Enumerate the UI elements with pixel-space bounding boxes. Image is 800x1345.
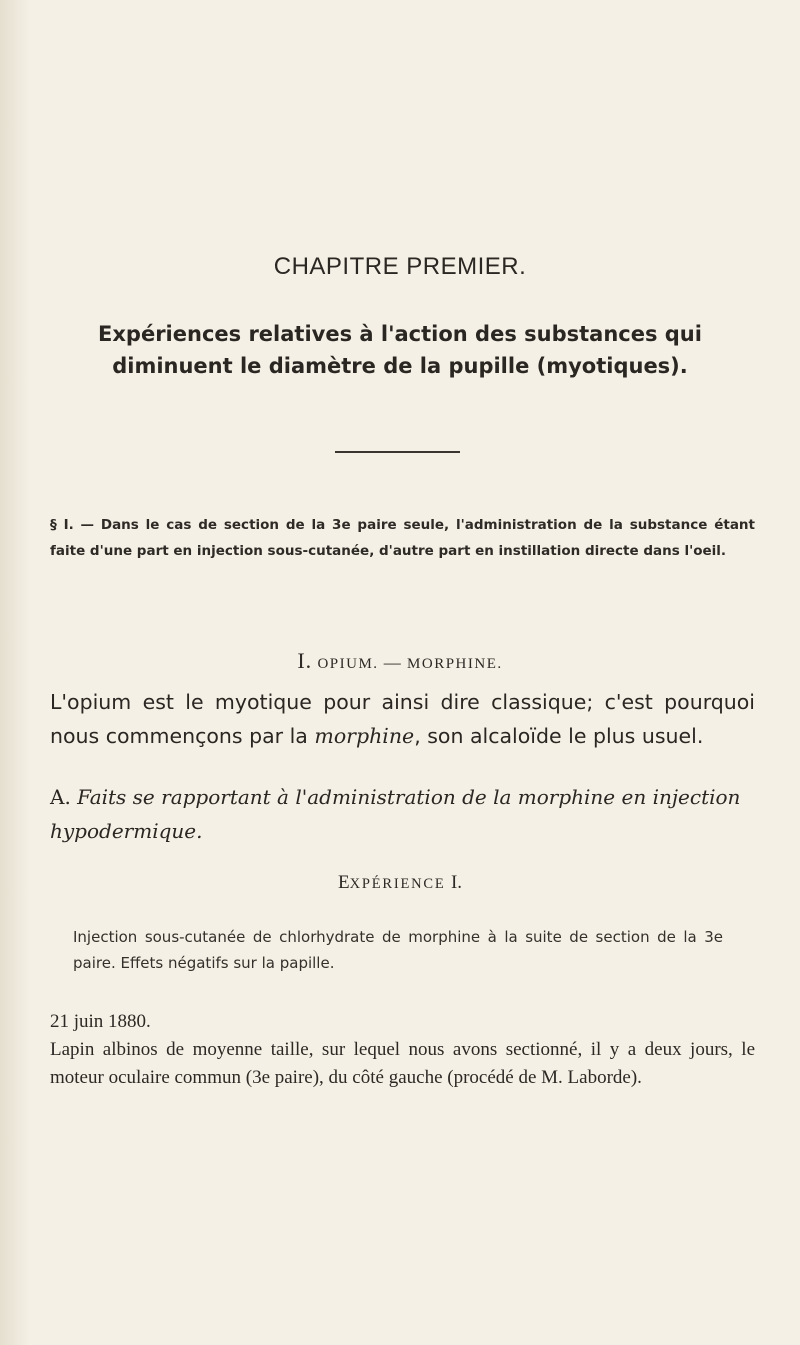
subsection-a-heading bbox=[50, 780, 755, 848]
subsection-a-text: Faits se rapportant à l'administration de la morphine en injection hypodermique. bbox=[50, 785, 741, 843]
section-heading: § I. — Dans le cas de section de la 3e paire seule, l'administration de la substance étant faite d'une part en injection sous-cutanée, d'autre part en instillation directe dans l'oeil. bbox=[50, 517, 755, 559]
experience-first-letter: E bbox=[337, 872, 350, 893]
chapter-heading: CHAPITRE PREMIER. bbox=[273, 253, 527, 280]
paragraph-opium-italic: morphine bbox=[314, 724, 415, 748]
experiment-date: 21 juin 1880. bbox=[50, 1011, 151, 1032]
separator-rule bbox=[335, 451, 460, 453]
chapter-title-line-2: diminuent le diamètre de la pupille (myotiques). bbox=[112, 354, 688, 378]
subheading-opium: OPIUM. bbox=[317, 656, 379, 672]
subheading-dash: — bbox=[383, 653, 402, 672]
subsection-a-letter: A. bbox=[50, 785, 71, 809]
paragraph-opium bbox=[50, 685, 755, 753]
subheading-numeral: I. bbox=[297, 648, 313, 673]
paragraph-experiment-description: Lapin albinos de moyenne taille, sur lequel nous avons sectionné, il y a deux jours, le moteur oculaire commun (3e paire), du côté gauche (procédé de M. Laborde). bbox=[50, 1039, 755, 1088]
subheading-morphine: MORPHINE. bbox=[407, 656, 503, 672]
paragraph-opium-text-2: , son alcaloïde le plus usuel. bbox=[414, 724, 704, 748]
chapter-title bbox=[50, 318, 750, 382]
experience-heading bbox=[0, 872, 800, 894]
experience-word: XPÉRIENCE bbox=[349, 876, 446, 892]
experience-summary: Injection sous-cutanée de chlorhydrate de morphine à la suite de section de la 3e paire. Effets négatifs sur la papille. bbox=[73, 928, 723, 972]
experience-numeral: I. bbox=[450, 872, 463, 893]
subheading-opium-morphine bbox=[0, 648, 800, 674]
paragraph-opium-text-1: L'opium est le myotique pour ainsi dire classique; c'est pourquoi nous commençons par la bbox=[50, 690, 755, 748]
chapter-title-line-1: Expériences relatives à l'action des substances qui bbox=[98, 322, 702, 346]
